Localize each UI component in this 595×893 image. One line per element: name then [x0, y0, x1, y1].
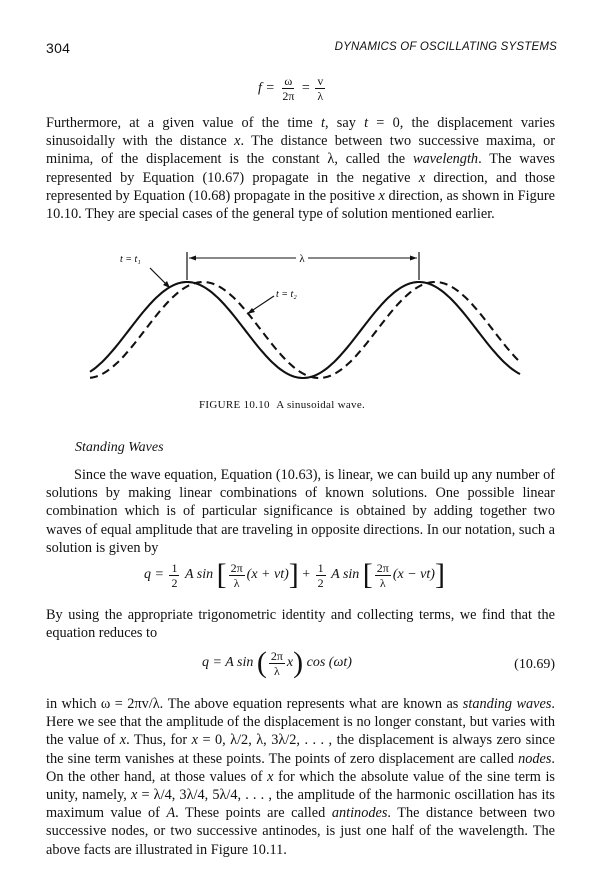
lambda-label: λ — [299, 253, 305, 265]
text-run: = λ/4, 3λ/4, 5λ/4, . . . , the amplitude of the harmonic oscillation has its maximum value of — [46, 787, 555, 822]
eq-asin: A sin — [184, 567, 214, 583]
paragraph-trig-identity — [46, 606, 555, 642]
frac-num: 2π — [376, 560, 389, 575]
text-run: Furthermore, at a given value of the time — [46, 115, 321, 131]
paragraph-text: By using the appropriate trigonometric identity and collecting terms, we find that the equation reduces to — [46, 607, 555, 642]
text-run: = 0, the displacement varies sinusoidally with the distance — [46, 115, 555, 150]
text-run: . Thus, for — [126, 732, 192, 749]
label-t-equals-t1: t = t₁ — [120, 254, 141, 265]
math-var: x — [234, 133, 241, 150]
running-head: DYNAMICS OF OSCILLATING SYSTEMS — [334, 41, 557, 53]
eq-arg: (x + vt) — [246, 567, 289, 583]
frac-num: 1 — [171, 560, 178, 575]
fraction-v-lambda — [315, 74, 325, 103]
equation-frequency — [258, 74, 327, 103]
bracket-open: [ — [362, 558, 373, 591]
equation-number: (10.69) — [514, 657, 555, 672]
paren-open: ( — [256, 646, 267, 679]
fraction-2pi-lambda — [375, 561, 391, 590]
paragraph-linear-combination — [46, 466, 555, 557]
text-run: . These points are called — [175, 805, 332, 822]
math-var: t — [364, 115, 369, 131]
text-run: in which ω = 2πv/λ. The above equation represents what are known as — [46, 696, 463, 712]
frac-den: λ — [379, 575, 386, 590]
frac-num: 1 — [317, 560, 324, 575]
text-run: = 0, λ/2, λ, 3λ/2, . . . , the displacement is always zero since the sine term vanishes at these points. The points of zero displacement are called — [46, 732, 555, 767]
fraction-2pi-lambda — [229, 561, 245, 590]
term-standing-waves: standing waves — [462, 696, 552, 712]
fraction-omega-2pi — [280, 74, 296, 103]
frac-num: 2π — [230, 560, 243, 575]
figure-sinusoidal-wave — [80, 246, 530, 396]
arrowhead-right — [410, 256, 417, 261]
fraction-2pi-lambda — [269, 649, 285, 678]
eq-asin: A sin — [331, 567, 360, 583]
eq-plus: + — [302, 567, 311, 583]
bracket-close: ] — [434, 558, 445, 591]
eq-arg: (x − vt) — [392, 567, 435, 583]
text-run: . The distance between two successive maxima, or minima, of the displacement is the constant λ, called the — [46, 133, 555, 168]
equation-standing-sum — [144, 560, 445, 590]
math-var: A — [166, 805, 176, 822]
term-wavelength: wavelength — [412, 151, 479, 168]
frac-num: v — [317, 74, 324, 88]
text-run: . The distance between two successive nodes, or two successive antinodes, is just one half of the wavelength. The above facts are illustrated in Figure 10.11. — [46, 805, 555, 858]
eq-lhs: q = — [144, 567, 164, 583]
fraction-half — [169, 561, 179, 590]
math-var: x — [131, 787, 138, 804]
text-run: . On the other hand, at those values of — [46, 750, 555, 785]
math-var: x — [119, 732, 127, 749]
bracket-close: ] — [288, 558, 299, 591]
math-var: x — [191, 732, 198, 749]
caption-text: A sinusoidal wave. — [276, 399, 366, 411]
section-heading: Standing Waves — [75, 440, 164, 455]
eq-cos: cos (ωt) — [306, 655, 352, 671]
paren-close: ) — [293, 646, 304, 679]
arrowhead-left — [189, 256, 196, 261]
wave-t1-solid — [90, 282, 520, 378]
frac-den: 2π — [282, 89, 295, 103]
label-t-equals-t2: t = t₂ — [276, 289, 297, 300]
wave-t2-dashed — [90, 282, 520, 378]
page-number: 304 — [46, 40, 71, 56]
caption-number: FIGURE 10.10 — [199, 399, 270, 411]
text-run: direction, and those represented by Equation (10.68) propagate in the positive — [46, 169, 555, 204]
eq-x: x — [286, 655, 294, 671]
term-antinodes: antinodes — [331, 805, 388, 822]
eq-equals: = — [301, 80, 310, 96]
math-var: x — [378, 187, 385, 204]
eq-f-lhs: f = — [258, 80, 275, 96]
equation-10-69 — [202, 648, 352, 678]
frac-den: λ — [233, 575, 240, 590]
paragraph-wavelength — [46, 114, 555, 223]
text-run: , say — [324, 115, 365, 131]
eq-lhs: q = A sin — [202, 655, 254, 671]
math-var: x — [267, 768, 274, 785]
frac-den: 2 — [317, 575, 324, 590]
paragraph-standing-waves — [46, 695, 555, 859]
frac-num: ω — [284, 74, 293, 88]
text-run: . Here we see that the amplitude of the displacement is no longer constant, but varies with the value of — [46, 696, 555, 749]
frac-den: 2 — [171, 575, 178, 590]
bracket-open: [ — [216, 558, 227, 591]
text-run: direction, as shown in Figure 10.10. They are special cases of the general type of solution mentioned earlier. — [46, 187, 556, 223]
math-var: t — [321, 115, 325, 131]
fraction-half — [316, 561, 326, 590]
math-var: x — [418, 169, 426, 186]
frac-num: 2π — [270, 648, 283, 663]
frac-den: λ — [273, 663, 280, 678]
text-run: for which the absolute value of the sine term is unity, namely, — [46, 768, 555, 804]
term-nodes: nodes — [518, 750, 552, 767]
frac-den: λ — [317, 89, 324, 103]
paragraph-text: Since the wave equation, Equation (10.63), is linear, we can build up any number of solutions by making linear combinations of known solutions. One possible linear combination which is of particular significance is obtained by adding together two waves of equal amplitude that are traveling in opposite directions. In our notation, such a solution is given by — [46, 467, 555, 556]
pointer-t2 — [250, 296, 274, 312]
text-run: . The waves represented by Equation (10.67) propagate in the negative — [46, 151, 555, 186]
figure-caption — [199, 399, 365, 411]
